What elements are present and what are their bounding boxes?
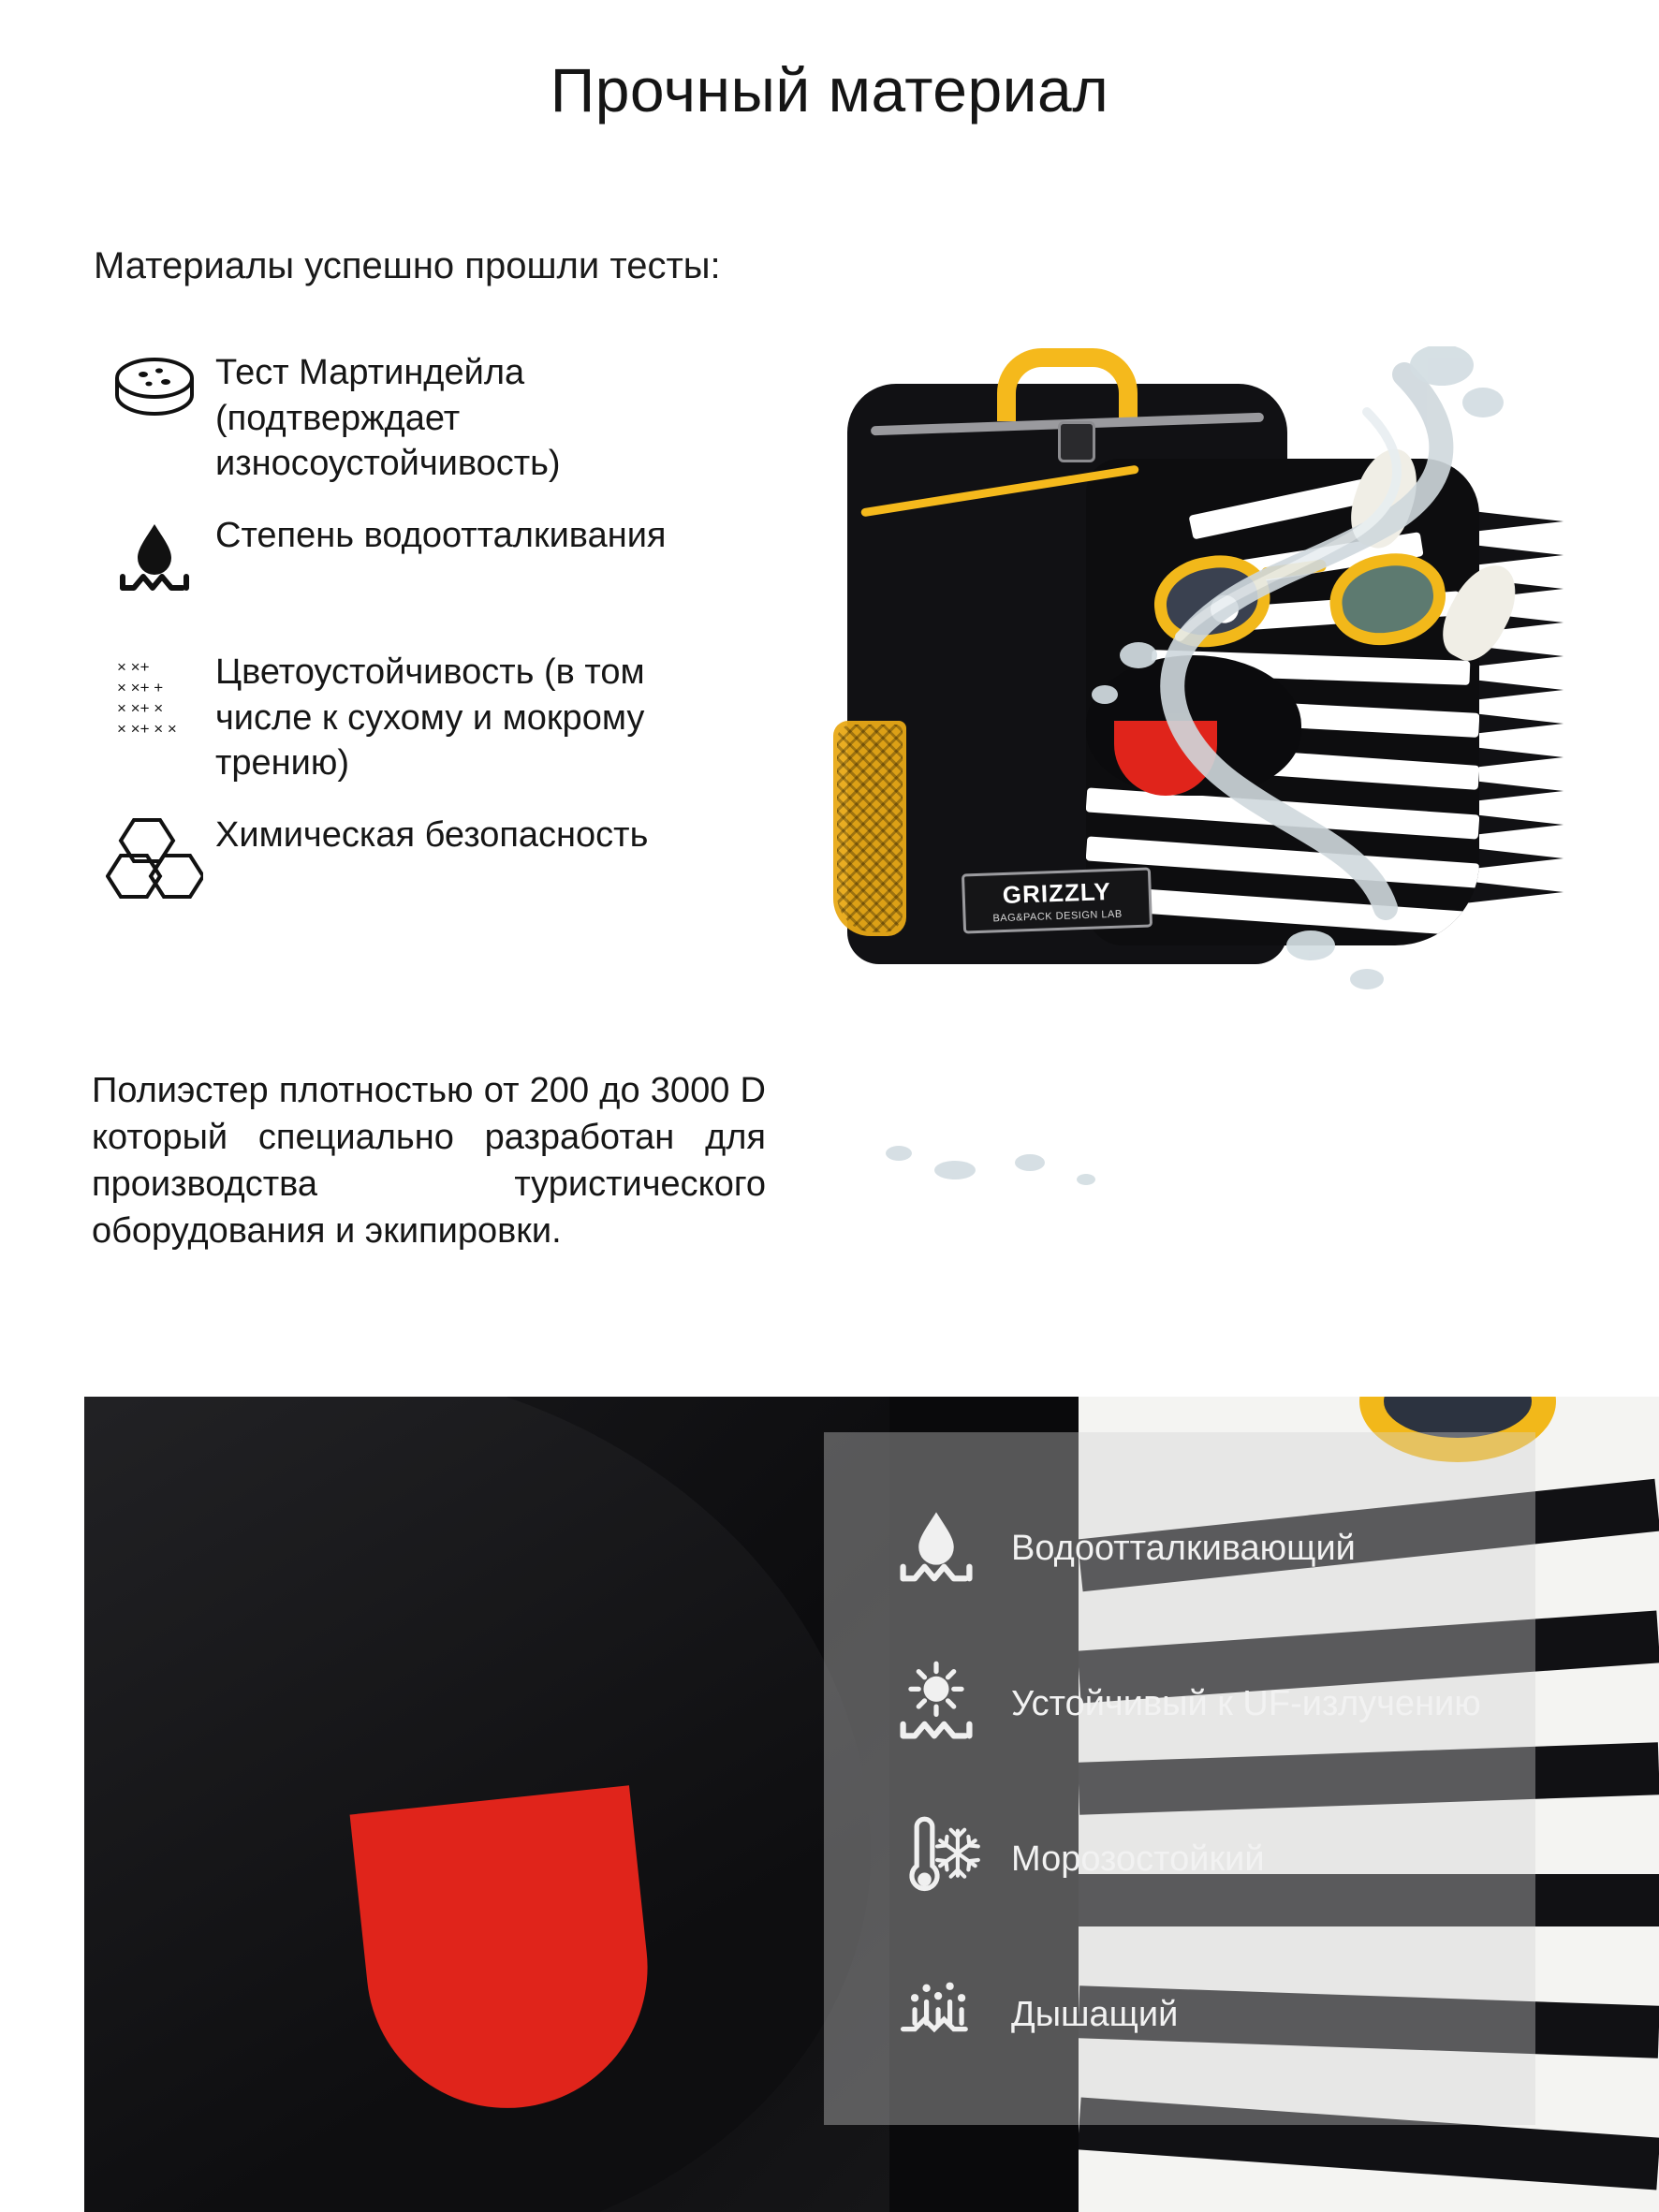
bottom-banner <box>84 1397 1659 2212</box>
product-photo <box>805 346 1582 1264</box>
list-item-label: Морозостойкий <box>1011 1839 1265 1880</box>
list-item-label: Степень водоотталкивания <box>215 515 667 555</box>
list-item <box>861 1627 1535 1782</box>
backpack-handle <box>997 348 1138 421</box>
frost-resistant-icon <box>861 1813 1011 1907</box>
list-item-label: Водоотталкивающий <box>1011 1529 1356 1569</box>
side-pocket-mesh <box>837 725 903 932</box>
list-item-label: Цветоустойчивость (в том числе к сухому и мокрому трению) <box>215 652 645 784</box>
list-item-label: Дышащий <box>1011 1995 1179 2035</box>
list-item-label: Тест Мартиндейла (подтверждает износоустойчивость) <box>215 353 561 484</box>
list-item-label: Устойчивый к UF-излучению <box>1011 1684 1481 1724</box>
breathable-icon <box>861 1969 1011 2062</box>
colorfastness-icon <box>94 648 215 741</box>
water-repellent-icon <box>861 1502 1011 1596</box>
list-item <box>861 1472 1535 1627</box>
list-item <box>861 1782 1535 1938</box>
uv-resistant-icon <box>861 1658 1011 1751</box>
page-title: Прочный материал <box>550 55 1109 125</box>
intro-text: Материалы успешно прошли тесты: <box>94 245 721 286</box>
list-item <box>94 348 749 487</box>
svg-text:× ×+: × ×+ <box>117 657 150 676</box>
list-item <box>94 648 749 786</box>
brand-tagline: BAG&PACK DESIGN LAB <box>992 908 1123 925</box>
list-item-label: Химическая безопасность <box>215 814 649 855</box>
svg-text:× ×+ ×: × ×+ × <box>117 698 164 717</box>
chemical-safety-icon <box>94 811 215 899</box>
test-list <box>94 348 749 947</box>
brand-label <box>962 867 1152 933</box>
martindale-disc-icon <box>94 348 215 432</box>
list-item <box>861 1938 1535 2093</box>
list-item <box>94 811 749 923</box>
list-item <box>94 511 749 623</box>
water-repellent-icon <box>94 511 215 605</box>
svg-text:× ×+ × ×: × ×+ × × <box>117 719 177 738</box>
polyester-description: Полиэстер плотностью от 200 до 3000 D который специально разработан для производства туристического оборудования и экипировки. <box>92 1071 766 1252</box>
brand-name: GRIZZLY <box>1002 876 1112 910</box>
banner-feature-list <box>861 1472 1535 2093</box>
zipper-pull <box>1058 421 1095 462</box>
svg-text:× ×+ +: × ×+ + <box>117 678 164 696</box>
